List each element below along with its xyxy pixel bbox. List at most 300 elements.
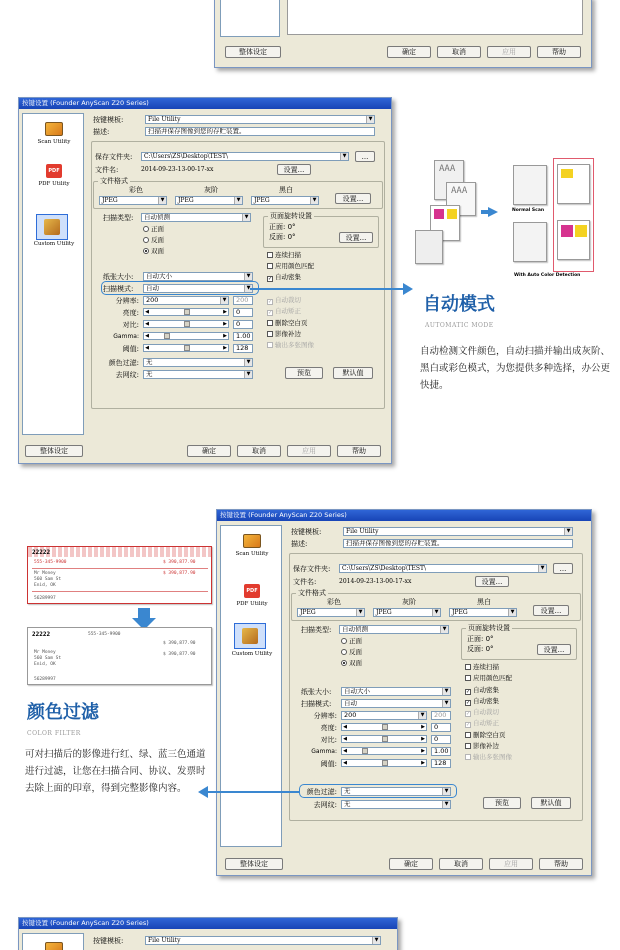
auto-threshold-label: 自动密集 xyxy=(473,697,499,705)
moire-value: 无 xyxy=(344,800,351,808)
check-icon: ✓ xyxy=(466,711,471,717)
template-value: File Utility xyxy=(148,937,181,944)
auto-deskew-label: 自动矫正 xyxy=(473,719,499,727)
chevron-down-icon: ▼ xyxy=(432,609,440,616)
check-amount: $ 390,877.90 xyxy=(163,560,196,565)
custom-utility-icon xyxy=(44,219,60,235)
moire-label: 去网纹: xyxy=(313,801,337,809)
callout-line-1 xyxy=(250,288,405,290)
continuous-scan-label: 连续扫描 xyxy=(473,663,499,671)
gamma-slider[interactable] xyxy=(341,747,427,755)
front-rotation: 正面: 0° xyxy=(467,635,494,643)
chevron-down-icon: ▼ xyxy=(158,197,166,204)
bleed-checkbox[interactable] xyxy=(267,330,301,338)
bw-format-label: 黑白 xyxy=(279,186,293,194)
check-icon: ✓ xyxy=(466,700,471,706)
magenta-block xyxy=(561,225,573,237)
feature1-title: 自动模式 xyxy=(423,294,495,315)
brightness-value[interactable]: 0 xyxy=(431,723,451,732)
radio-circle xyxy=(341,638,347,644)
chevron-down-icon: ▼ xyxy=(564,528,572,535)
color-format-select[interactable] xyxy=(297,608,365,617)
utility-sidebar xyxy=(22,113,84,435)
feature1-description: 自动检测文件颜色，自动扫描并输出成灰阶、黑白或彩色模式，为您提供多种选择，办公更快捷。 xyxy=(420,346,611,391)
checkbox-box xyxy=(267,252,273,258)
default-button[interactable]: 默认值 xyxy=(531,797,571,809)
chevron-down-icon: ▼ xyxy=(244,359,252,366)
normal-scan-doc xyxy=(513,165,547,205)
help-button[interactable]: 帮助 xyxy=(539,858,583,870)
custom-utility-label[interactable]: Custom Utility xyxy=(231,651,273,657)
paper-size-value: 自动大小 xyxy=(344,687,370,695)
feature1-subtitle: AUTOMATIC MODE xyxy=(425,322,494,329)
feature2-subtitle: COLOR FILTER xyxy=(27,730,81,737)
gamma-value[interactable]: 1.00 xyxy=(431,747,451,756)
side-back-label: 反面 xyxy=(349,648,362,656)
default-button[interactable]: 默认值 xyxy=(333,367,373,379)
color-format-value: JPEG xyxy=(300,609,316,616)
bw-format-select[interactable] xyxy=(449,608,517,617)
contrast-slider[interactable] xyxy=(143,320,229,328)
cancel-button[interactable]: 取消 xyxy=(439,858,483,870)
pdf-utility-label[interactable]: PDF Utility xyxy=(236,601,268,607)
description-field: 扫描并保存图像到您的存贮装置。 xyxy=(343,539,573,548)
scan-type-label: 扫描类型: xyxy=(103,214,134,222)
radio-circle xyxy=(341,649,347,655)
scan-type-label: 扫描类型: xyxy=(301,626,332,634)
bw-format-value: JPEG xyxy=(254,197,270,204)
apply-button[interactable]: 应用 xyxy=(487,46,531,58)
chevron-down-icon: ▼ xyxy=(242,214,250,221)
back-rotation: 反面: 0° xyxy=(269,233,296,241)
brightness-label: 亮度: xyxy=(122,309,139,317)
bleed-label: 影像补边 xyxy=(275,330,301,338)
custom-utility-icon xyxy=(242,628,258,644)
threshold-slider[interactable] xyxy=(143,344,229,352)
side-duplex-radio[interactable] xyxy=(143,247,164,255)
chevron-down-icon: ▼ xyxy=(508,609,516,616)
checkbox-box xyxy=(465,743,471,749)
color-format-label: 彩色 xyxy=(129,186,143,194)
chevron-down-icon: ▼ xyxy=(440,626,448,633)
check-amount: $ 390,877.90 xyxy=(163,641,196,646)
color-format-label: 彩色 xyxy=(327,598,341,606)
description-label: 描述: xyxy=(291,540,308,548)
arrow-down-icon xyxy=(138,608,150,618)
paper-size-label: 纸张大小: xyxy=(301,688,332,696)
gray-format-value: JPEG xyxy=(376,609,392,616)
callout-line-2 xyxy=(208,791,300,793)
color-match-checkbox[interactable] xyxy=(267,262,314,270)
radio-circle xyxy=(143,248,149,254)
arrow-right-icon xyxy=(403,283,413,295)
continuous-scan-checkbox[interactable] xyxy=(465,663,499,671)
slider-thumb[interactable] xyxy=(184,345,190,351)
contrast-slider[interactable] xyxy=(341,735,427,743)
slider-thumb[interactable] xyxy=(382,724,388,730)
checkbox-box xyxy=(465,754,471,760)
save-folder-input[interactable] xyxy=(141,152,349,161)
check-payee: Mr Money xyxy=(34,571,56,576)
global-settings-button[interactable]: 整体设定 xyxy=(225,858,283,870)
dialog-auto-mode xyxy=(18,97,392,464)
scan-type-value: 自动侦测 xyxy=(342,625,368,633)
gray-format-select[interactable] xyxy=(175,196,243,205)
check-filtered xyxy=(27,627,212,685)
chevron-down-icon: ▼ xyxy=(366,116,374,123)
title-bar: 按键设置 (Founder AnyScan Z20 Series) xyxy=(217,510,591,521)
auto-crop-label: 自动裁切 xyxy=(275,296,301,304)
auto-crop-checkbox[interactable] xyxy=(267,296,301,305)
radio-circle xyxy=(143,226,149,232)
chevron-down-icon: ▼ xyxy=(244,285,252,292)
auto-density-checkbox[interactable] xyxy=(465,686,499,695)
top-dialog-content-area xyxy=(287,0,583,35)
paper-size-select[interactable] xyxy=(341,687,451,696)
auto-density-checkbox[interactable] xyxy=(267,273,301,282)
color-filter-select[interactable] xyxy=(341,787,451,796)
top-dialog-window xyxy=(214,0,592,68)
slider-thumb[interactable] xyxy=(164,333,170,339)
auto-color-label: With Auto Color Detection xyxy=(514,273,581,278)
auto-deskew-checkbox[interactable] xyxy=(267,307,301,316)
preview-button[interactable]: 预览 xyxy=(285,367,323,379)
slider-thumb[interactable] xyxy=(184,309,190,315)
browse-button[interactable]: ... xyxy=(553,563,573,574)
pdf-utility-icon[interactable]: PDF xyxy=(244,584,260,598)
auto-color-doc-1 xyxy=(557,164,590,204)
side-front-label: 正面 xyxy=(151,225,164,233)
yellow-block xyxy=(447,209,457,219)
radio-circle xyxy=(143,237,149,243)
color-filter-value: 无 xyxy=(344,787,351,795)
side-front-radio[interactable] xyxy=(341,637,362,645)
yellow-block xyxy=(561,169,573,178)
chevron-down-icon: ▼ xyxy=(372,937,380,944)
paper-size-select[interactable] xyxy=(143,272,253,281)
gamma-label: Gamma: xyxy=(113,333,139,340)
side-back-label: 反面 xyxy=(151,236,164,244)
auto-deskew-checkbox[interactable] xyxy=(465,719,499,728)
red-header xyxy=(28,547,211,557)
gamma-label: Gamma: xyxy=(311,748,337,755)
moire-value: 无 xyxy=(146,370,153,378)
scan-mode-select[interactable] xyxy=(341,699,451,708)
file-format-title: 文件格式 xyxy=(100,177,128,185)
continuous-scan-label: 连续扫描 xyxy=(275,251,301,259)
file-name-label: 文件名: xyxy=(95,166,119,174)
scan-mode-label: 扫描模式: xyxy=(301,700,332,708)
check-payee: Mr Money xyxy=(34,650,56,655)
description-field: 扫描并保存图像到您的存贮装置。 xyxy=(145,127,375,136)
color-filter-label: 颜色过滤: xyxy=(306,788,337,796)
magenta-block xyxy=(434,209,444,219)
chevron-down-icon: ▼ xyxy=(220,297,228,304)
check-phone: 555-345-9900 xyxy=(88,632,121,637)
save-folder-input[interactable] xyxy=(339,564,547,573)
file-name-settings-button[interactable]: 设置... xyxy=(475,576,509,587)
check-icon: ✓ xyxy=(466,722,471,728)
chevron-down-icon: ▼ xyxy=(442,688,450,695)
resolution-select[interactable] xyxy=(341,711,427,720)
scan-mode-label: 扫描模式: xyxy=(103,285,134,293)
threshold-value[interactable]: 128 xyxy=(431,759,451,768)
gray-format-select[interactable] xyxy=(373,608,441,617)
scan-mode-value: 自动 xyxy=(146,284,159,292)
file-name-value: 2014-09-23-13-00-17-xx xyxy=(141,166,214,173)
brightness-slider[interactable] xyxy=(341,723,427,731)
check-icon: ✓ xyxy=(268,310,273,316)
normal-scan-label: Normal Scan xyxy=(512,208,545,213)
multi-image-checkbox[interactable] xyxy=(465,753,512,761)
brightness-slider[interactable] xyxy=(143,308,229,316)
scan-mode-value: 自动 xyxy=(344,699,357,707)
save-folder-value: C:\Users\ZS\Desktop\TEST\ xyxy=(342,565,427,572)
multi-image-label: 输出多张图像 xyxy=(473,753,512,761)
checkbox-box xyxy=(465,732,471,738)
auto-density-label: 自动密集 xyxy=(473,686,499,694)
save-folder-label: 保存文件夹: xyxy=(95,153,133,161)
bleed-checkbox[interactable] xyxy=(465,742,499,750)
resolution-spin[interactable] xyxy=(233,296,253,305)
file-format-title: 文件格式 xyxy=(298,589,326,597)
side-duplex-label: 双面 xyxy=(349,659,362,667)
checkbox-box xyxy=(267,263,273,269)
chevron-down-icon: ▼ xyxy=(340,153,348,160)
side-back-radio[interactable] xyxy=(143,236,164,244)
scan-mode-select[interactable] xyxy=(143,284,253,293)
template-select[interactable] xyxy=(343,527,573,536)
custom-utility-selected[interactable] xyxy=(234,623,266,649)
description-label: 描述: xyxy=(93,128,110,136)
auto-crop-label: 自动裁切 xyxy=(473,708,499,716)
remove-blank-label: 删除空白页 xyxy=(275,319,308,327)
doc-text: AAA xyxy=(451,186,468,196)
save-folder-label: 保存文件夹: xyxy=(293,565,331,573)
remove-blank-checkbox[interactable] xyxy=(267,319,308,327)
apply-button[interactable]: 应用 xyxy=(489,858,533,870)
custom-utility-label[interactable]: Custom Utility xyxy=(33,241,75,247)
resolution-select[interactable] xyxy=(143,296,229,305)
check-city: Enid, OK xyxy=(34,583,56,588)
scan-utility-icon[interactable] xyxy=(243,534,261,548)
preview-button[interactable]: 预览 xyxy=(483,797,521,809)
side-back-radio[interactable] xyxy=(341,648,362,656)
gray-format-value: JPEG xyxy=(178,197,194,204)
gray-format-label: 灰阶 xyxy=(402,598,416,606)
threshold-label: 阈值: xyxy=(122,345,139,353)
moire-select[interactable] xyxy=(143,370,253,379)
check-icon: ✓ xyxy=(268,299,273,305)
doc-text: AAA xyxy=(439,164,456,174)
template-value: File Utility xyxy=(346,528,379,535)
auto-color-doc-2 xyxy=(557,220,590,260)
check-address: 560 Sam St xyxy=(34,577,62,582)
check-icon: ✓ xyxy=(268,276,273,282)
gray-format-label: 灰阶 xyxy=(204,186,218,194)
file-name-label: 文件名: xyxy=(293,578,317,586)
browse-button[interactable]: ... xyxy=(355,151,375,162)
back-rotation: 反面: 0° xyxy=(467,645,494,653)
pdf-utility-icon[interactable]: PDF xyxy=(46,164,62,178)
cancel-button[interactable]: 取消 xyxy=(437,46,481,58)
scan-utility-label[interactable]: Scan Utility xyxy=(235,551,269,557)
continuous-scan-checkbox[interactable] xyxy=(267,251,301,259)
bleed-label: 影像补边 xyxy=(473,742,499,750)
ok-button[interactable]: 确定 xyxy=(389,858,433,870)
settings-panel xyxy=(287,525,587,847)
color-filter-select[interactable] xyxy=(143,358,253,367)
radio-circle xyxy=(341,660,347,666)
slider-thumb[interactable] xyxy=(382,760,388,766)
remove-blank-checkbox[interactable] xyxy=(465,731,506,739)
chevron-down-icon: ▼ xyxy=(538,565,546,572)
utility-sidebar xyxy=(22,933,84,950)
check-amount-2: $ 390,877.90 xyxy=(163,652,196,657)
bw-format-value: JPEG xyxy=(452,609,468,616)
contrast-value[interactable]: 0 xyxy=(233,320,253,329)
slider-thumb[interactable] xyxy=(362,748,368,754)
dialog-color-filter xyxy=(216,509,592,876)
front-rotation: 正面: 0° xyxy=(269,223,296,231)
contrast-label: 对比: xyxy=(122,321,139,329)
chevron-down-icon: ▼ xyxy=(244,273,252,280)
auto-crop-checkbox[interactable] xyxy=(465,708,499,717)
checkbox-box xyxy=(267,320,273,326)
gamma-slider[interactable] xyxy=(143,332,229,340)
resolution-spin-value: 200 xyxy=(236,296,249,304)
check-with-red-stamp xyxy=(27,546,212,604)
chevron-down-icon: ▼ xyxy=(442,788,450,795)
custom-utility-selected[interactable] xyxy=(36,214,68,240)
bw-format-label: 黑白 xyxy=(477,598,491,606)
paper-size-label: 纸张大小: xyxy=(103,273,134,281)
template-label: 按键模板: xyxy=(291,528,322,536)
resolution-label: 分辨率: xyxy=(313,712,337,720)
color-match-label: 应用颜色匹配 xyxy=(275,262,314,270)
color-match-label: 应用颜色匹配 xyxy=(473,674,512,682)
format-settings-button[interactable]: 设置... xyxy=(533,605,569,616)
bw-format-select[interactable] xyxy=(251,196,319,205)
template-label: 按键模板: xyxy=(93,937,124,945)
moire-select[interactable] xyxy=(341,800,451,809)
template-select[interactable] xyxy=(145,936,381,945)
threshold-value[interactable]: 128 xyxy=(233,344,253,353)
ok-button[interactable]: 确定 xyxy=(387,46,431,58)
pdf-utility-label[interactable]: PDF Utility xyxy=(38,181,70,187)
chevron-down-icon: ▼ xyxy=(356,609,364,616)
brightness-label: 亮度: xyxy=(320,724,337,732)
brightness-value[interactable]: 0 xyxy=(233,308,253,317)
template-select[interactable] xyxy=(145,115,375,124)
slider-thumb[interactable] xyxy=(382,736,388,742)
resolution-spin-value: 200 xyxy=(434,711,447,719)
global-settings-button[interactable]: 整体设定 xyxy=(225,46,281,58)
utility-sidebar xyxy=(220,525,282,847)
red-rule xyxy=(32,568,208,569)
arrow-shaft xyxy=(481,210,489,214)
feature2-title: 颜色过滤 xyxy=(27,702,99,723)
scanned-doc-gray-3 xyxy=(415,230,443,264)
auto-deskew-label: 自动矫正 xyxy=(275,307,301,315)
save-folder-value: C:\Users\ZS\Desktop\TEST\ xyxy=(144,153,229,160)
side-front-radio[interactable] xyxy=(143,225,164,233)
check-number: 22222 xyxy=(32,631,51,638)
checkbox-box xyxy=(267,342,273,348)
format-settings-button[interactable]: 设置... xyxy=(335,193,371,204)
color-filter-label: 颜色过滤: xyxy=(108,359,139,367)
scan-type-value: 自动侦测 xyxy=(144,213,170,221)
chevron-down-icon: ▼ xyxy=(442,801,450,808)
remove-blank-label: 删除空白页 xyxy=(473,731,506,739)
checkbox-box xyxy=(465,675,471,681)
color-match-checkbox[interactable] xyxy=(465,674,512,682)
dialog-partial-bottom xyxy=(18,917,398,950)
global-settings-button[interactable]: 整体设定 xyxy=(25,445,83,457)
scan-utility-icon[interactable] xyxy=(45,122,63,136)
gamma-value[interactable]: 1.00 xyxy=(233,332,253,341)
file-name-value: 2014-09-23-13-00-17-xx xyxy=(339,578,412,585)
title-bar: 按键设置 (Founder AnyScan Z20 Series) xyxy=(19,918,397,929)
check-phone: 555-345-9900 xyxy=(34,560,67,565)
rotation-settings-button[interactable]: 设置... xyxy=(537,644,571,655)
help-button[interactable]: 帮助 xyxy=(337,445,381,457)
scan-type-select[interactable] xyxy=(141,213,251,222)
template-label: 按键模板: xyxy=(93,116,124,124)
file-name-settings-button[interactable]: 设置... xyxy=(277,164,311,175)
cancel-button[interactable]: 取消 xyxy=(237,445,281,457)
slider-thumb[interactable] xyxy=(184,321,190,327)
side-duplex-radio[interactable] xyxy=(341,659,362,667)
multi-image-label: 输出多张图像 xyxy=(275,341,314,349)
color-format-value: JPEG xyxy=(102,197,118,204)
chevron-down-icon: ▼ xyxy=(234,197,242,204)
red-rule xyxy=(32,591,208,592)
auto-density-label: 自动密集 xyxy=(275,273,301,281)
check-account: 56289997 xyxy=(34,677,56,682)
color-format-select[interactable] xyxy=(99,196,167,205)
auto-threshold-checkbox[interactable] xyxy=(465,697,499,706)
moire-label: 去网纹: xyxy=(115,371,139,379)
title-bar: 按键设置 (Founder AnyScan Z20 Series) xyxy=(19,98,391,109)
help-button[interactable]: 帮助 xyxy=(537,46,581,58)
scan-utility-label[interactable]: Scan Utility xyxy=(37,139,71,145)
checkbox-box xyxy=(465,664,471,670)
scan-type-select[interactable] xyxy=(339,625,449,634)
side-front-label: 正面 xyxy=(349,637,362,645)
contrast-label: 对比: xyxy=(320,736,337,744)
arrow-right-icon xyxy=(488,207,498,217)
template-value: File Utility xyxy=(148,116,181,123)
threshold-slider[interactable] xyxy=(341,759,427,767)
color-filter-value: 无 xyxy=(146,358,153,366)
resolution-label: 分辨率: xyxy=(115,297,139,305)
paper-size-value: 自动大小 xyxy=(146,272,172,280)
apply-button[interactable]: 应用 xyxy=(287,445,331,457)
settings-panel xyxy=(89,113,389,435)
contrast-value[interactable]: 0 xyxy=(431,735,451,744)
chevron-down-icon: ▼ xyxy=(442,700,450,707)
threshold-label: 阈值: xyxy=(320,760,337,768)
check-icon: ✓ xyxy=(466,689,471,695)
ok-button[interactable]: 确定 xyxy=(187,445,231,457)
feature2-description: 可对扫描后的影像进行红、绿、蓝三色通道进行过滤，让您在扫描合同、协议、发票时去除上面的印章，得到完整影像内容。 xyxy=(25,749,206,794)
multi-image-checkbox[interactable] xyxy=(267,341,314,349)
resolution-spin[interactable] xyxy=(431,711,451,720)
scan-utility-icon[interactable] xyxy=(45,942,63,950)
rotation-settings-button[interactable]: 设置... xyxy=(339,232,373,243)
check-number: 22222 xyxy=(32,549,51,556)
